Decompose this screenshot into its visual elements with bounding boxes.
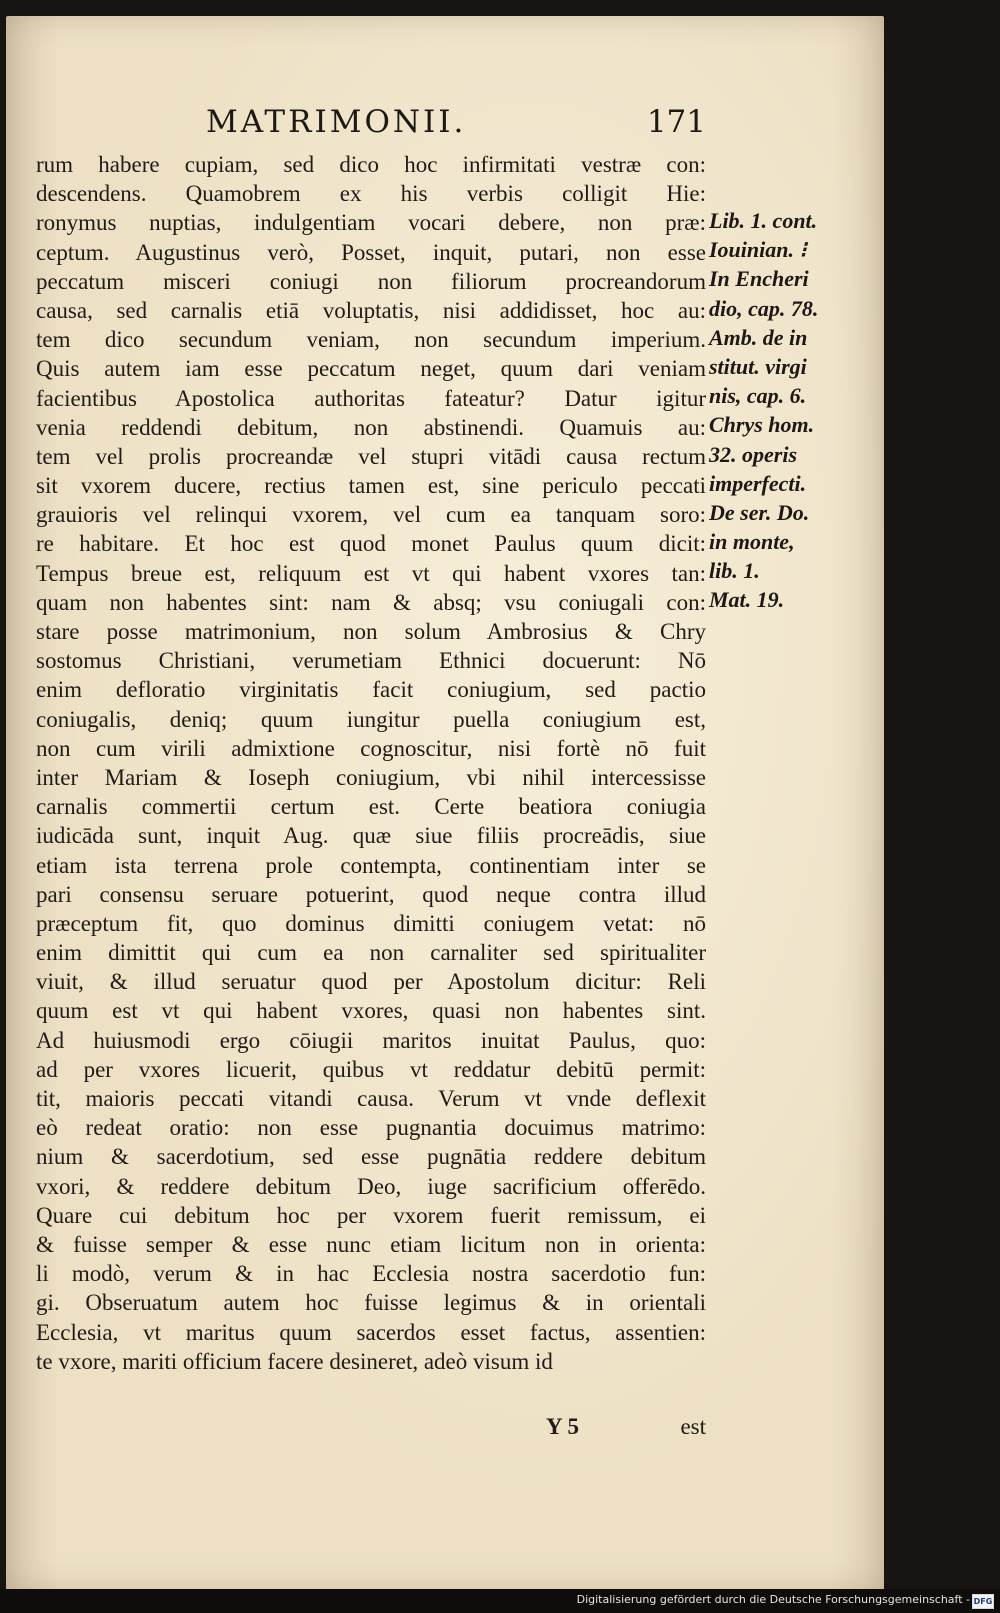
text-line: inter Mariam & Ioseph coniugium, vbi nihil intercessisse (36, 764, 706, 790)
text-line: quam non habentes sint: nam & absq; vsu coniugali con: (36, 589, 706, 615)
margin-note-line: Amb. de in (709, 324, 808, 350)
margin-note-line: stitut. virgi (709, 353, 807, 379)
margin-note-line: De ser. Do. (709, 499, 810, 525)
text-line: tem dico secundum veniam, non secundum imperium. (36, 327, 706, 353)
text-line: venia reddendi debitum, non abstinendi. Quamuis au: (36, 414, 706, 440)
margin-note-line: Lib. 1. cont. (709, 208, 818, 233)
running-head (206, 94, 706, 140)
text-line: etiam ista terrena prole contempta, continentiam inter se (36, 852, 706, 878)
text-line: ad per vxores licuerit, quibus vt reddatur debitū permit: (36, 1056, 706, 1082)
digitization-credit: Digitalisierung gefördert durch die Deutsche Forschungsgemeinschaft - (576, 1593, 970, 1606)
text-line: præceptum fit, quo dominus dimitti coniugem vetat: nō (36, 910, 706, 936)
text-line: Quare cui debitum hoc per vxorem fuerit remissum, ei (36, 1202, 706, 1228)
main-text-column (36, 150, 706, 1376)
text-line: coniugalis, deniq; quum iungitur puella coniugium est, (36, 706, 706, 732)
text-line: Ecclesia, vt maritus quum sacerdos esset factus, assentien: (36, 1319, 706, 1345)
text-line: peccatum misceri coniugi non filiorum procreandorum (36, 268, 706, 294)
text-line: Tempus breue est, reliquum est vt qui habent vxores tan: (36, 560, 706, 586)
margin-note-line: nis, cap. 6. (709, 383, 807, 409)
margin-note-line: Mat. 19. (709, 587, 785, 613)
text-line: sit vxorem ducere, rectius tamen est, sine periculo peccati (36, 473, 706, 499)
text-line: eò redeat oratio: non esse pugnantia docuimus matrimo: (36, 1115, 706, 1141)
folio-number: 171 (646, 104, 706, 140)
margin-note-line: 32. operis (709, 441, 797, 467)
text-line: grauioris vel relinqui vxorem, vel cum ea tanquam soro: (36, 502, 706, 528)
text-line: iudicāda sunt, inquit Aug. quæ siue filiis procreādis, siue (36, 823, 706, 849)
text-line: carnalis commertii certum est. Certe beatiora coniugia (36, 794, 706, 820)
margin-note-line: Chrys hom. (709, 412, 815, 438)
text-line: te vxore, mariti officium facere desineret, adeò visum id (36, 1348, 553, 1374)
text-line: non cum virili admixtione cognoscitur, nisi fortè nō fuit (36, 735, 706, 761)
margin-note-line: in monte, (709, 529, 795, 555)
margin-note-line: dio, cap. 78. (709, 295, 819, 321)
text-line: viuit, & illud seruatur quod per Apostolum dicitur: Reli (36, 969, 706, 995)
text-line: causa, sed carnalis etiā voluptatis, nisi addidisset, hoc au: (36, 297, 706, 323)
text-line: rum habere cupiam, sed dico hoc infirmitati vestræ con: (36, 152, 706, 177)
credit-bar (0, 1589, 1000, 1613)
running-title: MATRIMONII. (206, 104, 467, 140)
catchword: est (680, 1414, 706, 1439)
text-line: ceptum. Augustinus verò, Posset, inquit, putari, non esse (36, 239, 706, 265)
text-line: tit, maioris peccati vitandi causa. Verum vt vnde deflexit (36, 1086, 706, 1111)
text-line: Quis autem iam esse peccatum neget, quum dari veniam (36, 356, 706, 382)
text-line: enim defloratio virginitatis facit coniugium, sed pactio (36, 677, 706, 703)
margin-note-line: imperfecti. (709, 470, 807, 496)
text-line: vxori, & reddere debitum Deo, iuge sacrificium offerēdo. (36, 1173, 706, 1199)
text-line: gi. Obseruatum autem hoc fuisse legimus & in orientali (36, 1290, 706, 1316)
margin-note-line: lib. 1. (709, 558, 760, 584)
text-line: ronymus nuptias, indulgentiam vocari debere, non præ: (36, 210, 706, 236)
margin-note-line: Iouinian. ⁝ (709, 237, 807, 263)
text-line: & fuisse semper & esse nunc etiam licitum non in orienta: (36, 1231, 706, 1257)
book-page (6, 16, 884, 1590)
marginal-notes (709, 206, 879, 615)
text-line: re habitare. Et hoc est quod monet Paulus quum dicit: (36, 531, 706, 557)
page-foot (36, 1414, 706, 1444)
text-line: pari consensu seruare potuerint, quod neque contra illud (36, 881, 706, 907)
text-line: descendens. Quamobrem ex his verbis colligit Hie: (36, 181, 706, 207)
text-line: li modò, verum & in hac Ecclesia nostra sacerdotio fun: (36, 1261, 706, 1287)
text-line: stare posse matrimonium, non solum Ambrosius & Chry (36, 619, 706, 644)
margin-note-line: In Encheri (709, 266, 809, 292)
text-line: Ad huiusmodi ergo cōiugii maritos inuitat Paulus, quo: (36, 1027, 706, 1053)
text-line: nium & sacerdotium, sed esse pugnātia reddere debitum (36, 1144, 706, 1170)
text-line: facientibus Apostolica authoritas fateatur? Datur igitur (36, 385, 706, 411)
text-line: tem vel prolis procreandæ vel stupri vitādi causa rectum (36, 443, 706, 469)
text-line: enim dimittit qui cum ea non carnaliter sed spiritualiter (36, 940, 706, 966)
text-line: sostomus Christiani, verumetiam Ethnici docuerunt: Nō (36, 648, 706, 674)
dfg-logo-icon: DFG (972, 1594, 994, 1609)
signature-mark: Y 5 (546, 1414, 580, 1439)
text-line: quum est vt qui habent vxores, quasi non habentes sint. (36, 998, 706, 1024)
